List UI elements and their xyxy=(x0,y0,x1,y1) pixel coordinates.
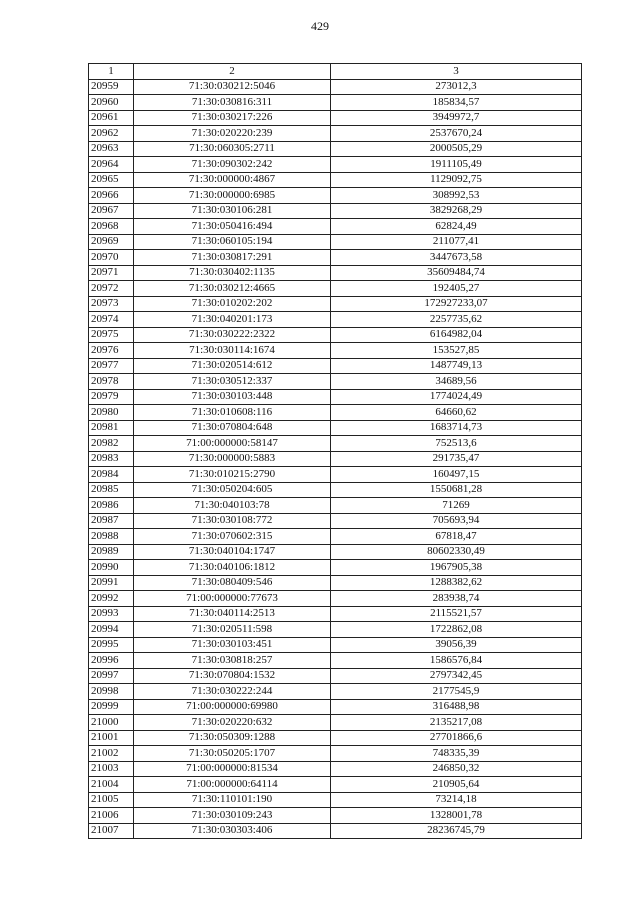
cadastral-number-cell: 71:30:030217:226 xyxy=(134,110,331,126)
table-row xyxy=(89,560,582,576)
row-number-cell: 20988 xyxy=(89,529,134,545)
value-cell: 1129092,75 xyxy=(331,172,582,188)
cadastral-number-cell: 71:30:050204:605 xyxy=(134,482,331,498)
table-row xyxy=(89,327,582,343)
table-row xyxy=(89,95,582,111)
row-number-cell: 20974 xyxy=(89,312,134,328)
page-number: 429 xyxy=(311,19,329,33)
row-number-cell: 20965 xyxy=(89,172,134,188)
cadastral-number-cell: 71:00:000000:81534 xyxy=(134,761,331,777)
cadastral-number-cell: 71:30:030108:772 xyxy=(134,513,331,529)
row-number-cell: 20963 xyxy=(89,141,134,157)
value-cell: 35609484,74 xyxy=(331,265,582,281)
cadastral-number-cell: 71:30:010202:202 xyxy=(134,296,331,312)
row-number-cell: 20980 xyxy=(89,405,134,421)
value-cell: 1288382,62 xyxy=(331,575,582,591)
header-row xyxy=(89,64,582,80)
row-number-cell: 20993 xyxy=(89,606,134,622)
cadastral-number-cell: 71:00:000000:69980 xyxy=(134,699,331,715)
row-number-cell: 20970 xyxy=(89,250,134,266)
value-cell: 705693,94 xyxy=(331,513,582,529)
value-cell: 210905,64 xyxy=(331,777,582,793)
cadastral-number-cell: 71:30:090302:242 xyxy=(134,157,331,173)
table-row xyxy=(89,529,582,545)
row-number-cell: 20991 xyxy=(89,575,134,591)
row-number-cell: 20985 xyxy=(89,482,134,498)
cadastral-number-cell: 71:30:030818:257 xyxy=(134,653,331,669)
table-row xyxy=(89,653,582,669)
value-cell: 172927233,07 xyxy=(331,296,582,312)
table-row xyxy=(89,374,582,390)
value-cell: 1328001,78 xyxy=(331,808,582,824)
row-number-cell: 20959 xyxy=(89,79,134,95)
cadastral-number-cell: 71:30:020220:632 xyxy=(134,715,331,731)
table-row xyxy=(89,219,582,235)
cadastral-number-cell: 71:30:030106:281 xyxy=(134,203,331,219)
table-row xyxy=(89,451,582,467)
table-row xyxy=(89,110,582,126)
table-row xyxy=(89,250,582,266)
value-cell: 752513,6 xyxy=(331,436,582,452)
table-row xyxy=(89,141,582,157)
value-cell: 27701866,6 xyxy=(331,730,582,746)
value-cell: 80602330,49 xyxy=(331,544,582,560)
row-number-cell: 20989 xyxy=(89,544,134,560)
table-row xyxy=(89,808,582,824)
table-row xyxy=(89,436,582,452)
row-number-cell: 20999 xyxy=(89,699,134,715)
value-cell: 1967905,38 xyxy=(331,560,582,576)
row-number-cell: 20998 xyxy=(89,684,134,700)
cadastral-number-cell: 71:30:030109:243 xyxy=(134,808,331,824)
row-number-cell: 20997 xyxy=(89,668,134,684)
cadastral-number-cell: 71:00:000000:77673 xyxy=(134,591,331,607)
row-number-cell: 20990 xyxy=(89,560,134,576)
table-row xyxy=(89,823,582,839)
row-number-cell: 20982 xyxy=(89,436,134,452)
cadastral-number-cell: 71:30:020220:239 xyxy=(134,126,331,142)
table-row xyxy=(89,777,582,793)
table-row xyxy=(89,637,582,653)
row-number-cell: 20967 xyxy=(89,203,134,219)
cadastral-number-cell: 71:30:020511:598 xyxy=(134,622,331,638)
row-number-cell: 21000 xyxy=(89,715,134,731)
table-row xyxy=(89,234,582,250)
cadastral-number-cell: 71:30:040104:1747 xyxy=(134,544,331,560)
cadastral-number-cell: 71:00:000000:64114 xyxy=(134,777,331,793)
cadastral-number-cell: 71:30:040103:78 xyxy=(134,498,331,514)
row-number-cell: 20962 xyxy=(89,126,134,142)
table-body xyxy=(89,79,582,839)
value-cell: 2000505,29 xyxy=(331,141,582,157)
value-cell: 1722862,08 xyxy=(331,622,582,638)
row-number-cell: 20979 xyxy=(89,389,134,405)
value-cell: 1683714,73 xyxy=(331,420,582,436)
value-cell: 3949972,7 xyxy=(331,110,582,126)
table-row xyxy=(89,761,582,777)
row-number-cell: 20971 xyxy=(89,265,134,281)
value-cell: 34689,56 xyxy=(331,374,582,390)
cadastral-number-cell: 71:30:070804:1532 xyxy=(134,668,331,684)
table-row xyxy=(89,312,582,328)
table-row xyxy=(89,498,582,514)
table-row xyxy=(89,575,582,591)
table-row xyxy=(89,606,582,622)
registry-table xyxy=(88,63,582,839)
row-number-cell: 20978 xyxy=(89,374,134,390)
value-cell: 2135217,08 xyxy=(331,715,582,731)
cadastral-number-cell: 71:30:030212:4665 xyxy=(134,281,331,297)
table-row xyxy=(89,622,582,638)
row-number-cell: 20995 xyxy=(89,637,134,653)
value-cell: 64660,62 xyxy=(331,405,582,421)
cadastral-number-cell: 71:30:070602:315 xyxy=(134,529,331,545)
cadastral-number-cell: 71:30:030817:291 xyxy=(134,250,331,266)
value-cell: 28236745,79 xyxy=(331,823,582,839)
row-number-cell: 20996 xyxy=(89,653,134,669)
cadastral-number-cell: 71:30:030103:451 xyxy=(134,637,331,653)
value-cell: 1911105,49 xyxy=(331,157,582,173)
value-cell: 71269 xyxy=(331,498,582,514)
cadastral-number-cell: 71:30:030222:2322 xyxy=(134,327,331,343)
cadastral-number-cell: 71:30:080409:546 xyxy=(134,575,331,591)
cadastral-number-cell: 71:30:070804:648 xyxy=(134,420,331,436)
value-cell: 2177545,9 xyxy=(331,684,582,700)
row-number-cell: 20992 xyxy=(89,591,134,607)
row-number-cell: 21002 xyxy=(89,746,134,762)
row-number-cell: 21006 xyxy=(89,808,134,824)
table-row xyxy=(89,358,582,374)
row-number-cell: 20968 xyxy=(89,219,134,235)
row-number-cell: 20961 xyxy=(89,110,134,126)
table-row xyxy=(89,730,582,746)
value-cell: 3447673,58 xyxy=(331,250,582,266)
row-number-cell: 20964 xyxy=(89,157,134,173)
table-row xyxy=(89,172,582,188)
row-number-cell: 21001 xyxy=(89,730,134,746)
table-row xyxy=(89,389,582,405)
value-cell: 246850,32 xyxy=(331,761,582,777)
value-cell: 291735,47 xyxy=(331,451,582,467)
table-row xyxy=(89,296,582,312)
table-row xyxy=(89,188,582,204)
row-number-cell: 20966 xyxy=(89,188,134,204)
cadastral-number-cell: 71:30:060305:2711 xyxy=(134,141,331,157)
row-number-cell: 21007 xyxy=(89,823,134,839)
row-number-cell: 20984 xyxy=(89,467,134,483)
cadastral-number-cell: 71:30:000000:6985 xyxy=(134,188,331,204)
row-number-cell: 21005 xyxy=(89,792,134,808)
table-row xyxy=(89,684,582,700)
value-cell: 316488,98 xyxy=(331,699,582,715)
value-cell: 39056,39 xyxy=(331,637,582,653)
table-row xyxy=(89,467,582,483)
cadastral-number-cell: 71:30:040114:2513 xyxy=(134,606,331,622)
value-cell: 273012,3 xyxy=(331,79,582,95)
cadastral-number-cell: 71:00:000000:58147 xyxy=(134,436,331,452)
cadastral-number-cell: 71:30:030222:244 xyxy=(134,684,331,700)
table-row xyxy=(89,343,582,359)
value-cell: 211077,41 xyxy=(331,234,582,250)
header-col-1: 1 xyxy=(89,64,134,80)
value-cell: 67818,47 xyxy=(331,529,582,545)
row-number-cell: 20972 xyxy=(89,281,134,297)
table-row xyxy=(89,699,582,715)
table-row xyxy=(89,203,582,219)
row-number-cell: 21004 xyxy=(89,777,134,793)
cadastral-number-cell: 71:30:030212:5046 xyxy=(134,79,331,95)
cadastral-number-cell: 71:30:030114:1674 xyxy=(134,343,331,359)
cadastral-number-cell: 71:30:050205:1707 xyxy=(134,746,331,762)
table-row xyxy=(89,482,582,498)
row-number-cell: 20975 xyxy=(89,327,134,343)
value-cell: 1774024,49 xyxy=(331,389,582,405)
value-cell: 2257735,62 xyxy=(331,312,582,328)
value-cell: 3829268,29 xyxy=(331,203,582,219)
value-cell: 192405,27 xyxy=(331,281,582,297)
value-cell: 160497,15 xyxy=(331,467,582,483)
row-number-cell: 20977 xyxy=(89,358,134,374)
row-number-cell: 20994 xyxy=(89,622,134,638)
cadastral-number-cell: 71:30:000000:4867 xyxy=(134,172,331,188)
cadastral-number-cell: 71:30:030103:448 xyxy=(134,389,331,405)
value-cell: 153527,85 xyxy=(331,343,582,359)
cadastral-number-cell: 71:30:060105:194 xyxy=(134,234,331,250)
value-cell: 308992,53 xyxy=(331,188,582,204)
value-cell: 283938,74 xyxy=(331,591,582,607)
cadastral-number-cell: 71:30:030402:1135 xyxy=(134,265,331,281)
value-cell: 2537670,24 xyxy=(331,126,582,142)
cadastral-number-cell: 71:30:040201:173 xyxy=(134,312,331,328)
table-row xyxy=(89,126,582,142)
value-cell: 2115521,57 xyxy=(331,606,582,622)
value-cell: 748335,39 xyxy=(331,746,582,762)
cadastral-number-cell: 71:30:110101:190 xyxy=(134,792,331,808)
row-number-cell: 20969 xyxy=(89,234,134,250)
table-row xyxy=(89,746,582,762)
cadastral-number-cell: 71:30:040106:1812 xyxy=(134,560,331,576)
value-cell: 1487749,13 xyxy=(331,358,582,374)
value-cell: 1586576,84 xyxy=(331,653,582,669)
cadastral-number-cell: 71:30:000000:5883 xyxy=(134,451,331,467)
table-row xyxy=(89,591,582,607)
table-row xyxy=(89,544,582,560)
row-number-cell: 20960 xyxy=(89,95,134,111)
row-number-cell: 20983 xyxy=(89,451,134,467)
header-col-3: 3 xyxy=(331,64,582,80)
value-cell: 2797342,45 xyxy=(331,668,582,684)
value-cell: 1550681,28 xyxy=(331,482,582,498)
row-number-cell: 20976 xyxy=(89,343,134,359)
row-number-cell: 20987 xyxy=(89,513,134,529)
row-number-cell: 20973 xyxy=(89,296,134,312)
cadastral-number-cell: 71:30:010215:2790 xyxy=(134,467,331,483)
cadastral-number-cell: 71:30:030303:406 xyxy=(134,823,331,839)
table-row xyxy=(89,405,582,421)
row-number-cell: 21003 xyxy=(89,761,134,777)
table-row xyxy=(89,79,582,95)
table-row xyxy=(89,513,582,529)
value-cell: 73214,18 xyxy=(331,792,582,808)
table-row xyxy=(89,157,582,173)
cadastral-number-cell: 71:30:010608:116 xyxy=(134,405,331,421)
cadastral-number-cell: 71:30:030512:337 xyxy=(134,374,331,390)
row-number-cell: 20981 xyxy=(89,420,134,436)
table-header xyxy=(89,64,582,80)
row-number-cell: 20986 xyxy=(89,498,134,514)
value-cell: 185834,57 xyxy=(331,95,582,111)
header-col-2: 2 xyxy=(134,64,331,80)
cadastral-number-cell: 71:30:020514:612 xyxy=(134,358,331,374)
table-row xyxy=(89,668,582,684)
table-row xyxy=(89,281,582,297)
table-row xyxy=(89,792,582,808)
table-row xyxy=(89,715,582,731)
cadastral-number-cell: 71:30:050309:1288 xyxy=(134,730,331,746)
value-cell: 6164982,04 xyxy=(331,327,582,343)
cadastral-number-cell: 71:30:050416:494 xyxy=(134,219,331,235)
table-row xyxy=(89,265,582,281)
value-cell: 62824,49 xyxy=(331,219,582,235)
table-row xyxy=(89,420,582,436)
cadastral-number-cell: 71:30:030816:311 xyxy=(134,95,331,111)
